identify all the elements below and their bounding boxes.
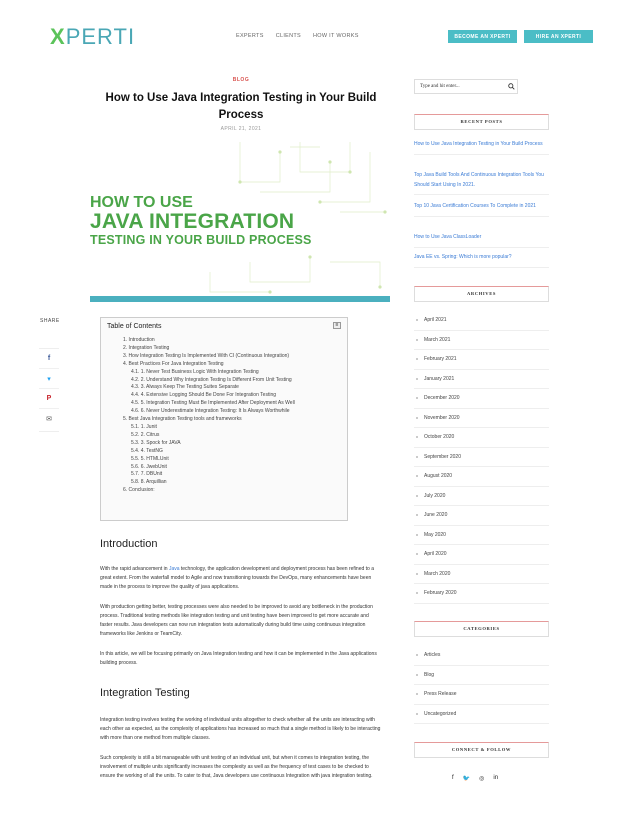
category-item[interactable]: Press Release (414, 685, 549, 705)
post-category[interactable]: BLOG (232, 77, 250, 83)
share-label: SHARE (40, 318, 60, 324)
bullet-icon (416, 495, 418, 497)
intro-paragraph-1: With the rapid advancement in Java technology, the application development and deployment process has been refined to a great extent. From the waterfall model to Agile and now transitioning towards the DevOps, many enhancements have been made in the process to improve the quality of java applications. (100, 566, 374, 590)
archive-item[interactable]: July 2020 (414, 487, 549, 507)
instagram-icon[interactable]: ◎ (479, 776, 485, 782)
nav-experts[interactable]: EXPERTS (236, 33, 264, 39)
toc-item[interactable]: 5.8. 8. Arquillian (131, 479, 167, 486)
integration-testing-heading: Integration Testing (100, 687, 190, 699)
archive-item[interactable]: April 2020 (414, 545, 549, 565)
twitter-share-icon[interactable]: ▾ (39, 369, 59, 389)
category-item[interactable]: Blog (414, 666, 549, 686)
java-link[interactable]: Java (168, 566, 180, 572)
nav-clients[interactable]: CLIENTS (275, 33, 302, 39)
linkedin-icon[interactable]: in (493, 775, 499, 781)
bullet-icon (416, 674, 418, 676)
categories-heading: CATEGORIES (414, 621, 549, 637)
toc-item[interactable]: 6. Conclusion: (123, 487, 155, 494)
toc-item[interactable]: 5.2. 2. Citrus (131, 431, 160, 438)
archive-item[interactable]: September 2020 (414, 448, 549, 468)
twitter-icon[interactable]: 🐦 (462, 776, 471, 782)
social-links (452, 775, 498, 782)
category-item[interactable]: Articles (414, 646, 549, 666)
archive-item[interactable]: August 2020 (414, 467, 549, 487)
facebook-share-icon[interactable]: f (39, 349, 59, 369)
recent-post-item[interactable]: How to Use Java Integration Testing in Your Build Process (414, 140, 549, 155)
toc-item[interactable]: 4.4. 4. Extensive Logging Should Be Done For Integration Testing (131, 392, 277, 399)
bullet-icon (416, 573, 418, 575)
hire-xperti-button[interactable]: HIRE AN XPERTI (524, 30, 593, 43)
toc-item[interactable]: 5.1. 1. Junit (131, 423, 157, 430)
become-xperti-button[interactable]: BECOME AN XPERTI (448, 30, 517, 43)
archive-item[interactable]: March 2021 (414, 331, 549, 351)
recent-posts-heading: RECENT POSTS (414, 114, 549, 130)
email-share-icon[interactable]: ✉ (46, 416, 52, 423)
toc-item[interactable]: 4.2. 2. Understand Why Integration Testing Is Different From Unit Testing (131, 376, 292, 383)
archive-item[interactable]: April 2021 (414, 311, 549, 331)
toc-item[interactable]: 4. Best Practices For Java Integration Testing (123, 360, 224, 367)
toc-item[interactable]: 4.5. 5. Integration Testing Must Be Implemented After Deployment As Well (131, 400, 295, 407)
integration-paragraph-1: Integration testing involves testing the working of individual units altogether to check whether all the units are interacting with each other as expected, as the complexity of applications has increased so much that a single method is likely to be interacting with more than one method from multiple classes. (100, 717, 381, 741)
archive-item[interactable]: February 2020 (414, 584, 549, 604)
bullet-icon (416, 534, 418, 536)
hero-line-1: HOW TO USE (90, 194, 193, 211)
table-of-contents (100, 317, 348, 521)
archive-item[interactable]: November 2020 (414, 409, 549, 429)
bullet-icon (416, 514, 418, 516)
archive-item[interactable]: May 2020 (414, 526, 549, 546)
toc-item[interactable]: 2. Integration Testing (123, 344, 170, 351)
hero-bottom-bar (90, 296, 390, 302)
toc-toggle-icon[interactable]: ≡ (333, 322, 341, 329)
bullet-icon (416, 358, 418, 360)
site-logo[interactable]: XPERTI (50, 24, 136, 49)
intro-paragraph-3: In this article, we will be focusing primarily on Java Integration testing and how it can be implemented in the Java applications building process. (100, 651, 377, 666)
bullet-icon (416, 378, 418, 380)
connect-follow-heading: CONNECT & FOLLOW (414, 742, 549, 758)
main-nav (236, 33, 359, 39)
bullet-icon (416, 397, 418, 399)
hero-line-3: TESTING IN YOUR BUILD PROCESS (90, 233, 312, 247)
site-header (0, 0, 638, 72)
archives-heading: ARCHIVES (414, 286, 549, 302)
recent-post-item[interactable]: Top Java Build Tools And Continuous Integration Tools You Should Start Using In 2021. (414, 171, 549, 195)
search-icon[interactable] (508, 83, 515, 90)
bullet-icon (416, 436, 418, 438)
bullet-icon (416, 654, 418, 656)
toc-item[interactable]: 4.3. 3. Always Keep The Testing Suites Separate (131, 384, 239, 391)
toc-heading: Table of Contents (107, 323, 162, 330)
toc-item[interactable]: 4.6. 6. Never Underestimate Integration Testing: It Is Always Worthwhile (131, 408, 290, 415)
toc-item[interactable]: 5.4. 4. TestNG (131, 447, 163, 454)
intro-heading: Introduction (100, 538, 158, 550)
toc-item[interactable]: 5.7. 7. DBUnit (131, 471, 163, 478)
toc-item[interactable]: 5.5. 5. HTMLUnit (131, 455, 169, 462)
pinterest-share-icon[interactable]: P (39, 389, 59, 409)
archive-item[interactable]: December 2020 (414, 389, 549, 409)
recent-post-item[interactable]: Java EE vs. Spring: Which is more popular? (414, 253, 549, 268)
search-input[interactable]: Type and hit enter... (414, 79, 518, 94)
post-date: APRIL 21, 2021 (220, 126, 262, 132)
toc-item[interactable]: 5. Best Java Integration Testing tools and frameworks (123, 416, 242, 423)
recent-post-item[interactable]: Top 10 Java Certification Courses To Complete in 2021 (414, 202, 549, 217)
facebook-icon[interactable]: f (452, 775, 454, 781)
archive-item[interactable]: March 2020 (414, 565, 549, 585)
hero-line-2: JAVA INTEGRATION (90, 210, 295, 233)
nav-how-it-works[interactable]: HOW IT WORKS (313, 33, 359, 39)
archive-item[interactable]: October 2020 (414, 428, 549, 448)
toc-item[interactable]: 3. How Integration Testing Is Implemented With CI (Continuous Integration) (123, 352, 290, 359)
archive-item[interactable]: February 2021 (414, 350, 549, 370)
post-title: How to Use Java Integration Testing in Your Build Process (105, 92, 377, 121)
bullet-icon (416, 475, 418, 477)
hero-image (90, 142, 390, 302)
intro-paragraph-2: With production getting better, testing processes were also needed to be improved to avoid any bottleneck in the production process. Traditional testing methods like integration testing and unit testing have been improved to get more accurate and faster results. Java developers can now run integration tests automatically during build time using continuous integration frameworks like Jenkins or TeamCity. (100, 604, 373, 637)
toc-item[interactable]: 1. Introduction (123, 337, 155, 343)
archive-item[interactable]: June 2020 (414, 506, 549, 526)
bullet-icon (416, 456, 418, 458)
bullet-icon (416, 319, 418, 321)
toc-item[interactable]: 5.3. 3. Spock for JAVA (131, 439, 181, 446)
bullet-icon (416, 553, 418, 555)
toc-item[interactable]: 4.1. 1. Never Test Business Logic With Integration Testing (131, 368, 259, 375)
bullet-icon (416, 693, 418, 695)
category-item[interactable]: Uncategorized (414, 705, 549, 725)
toc-item[interactable]: 5.6. 6. JwebUnit (131, 463, 167, 470)
bullet-icon (416, 417, 418, 419)
bullet-icon (416, 339, 418, 341)
share-buttons (39, 348, 59, 432)
bullet-icon (416, 713, 418, 715)
bullet-icon (416, 592, 418, 594)
integration-paragraph-2: Such complexity is still a bit manageable with unit testing of an individual unit, but when it comes to integration testing, the involvement of multiple units significantly increases the complexity as well as the frequency of test cases to be checked to ensure the working of all the units. To cater to that, Java developers use continuous Integration with java integration testing. (100, 755, 373, 779)
recent-post-item[interactable]: How to Use Java ClassLoader (414, 233, 549, 248)
toc-list (123, 337, 295, 495)
archive-item[interactable]: January 2021 (414, 370, 549, 390)
